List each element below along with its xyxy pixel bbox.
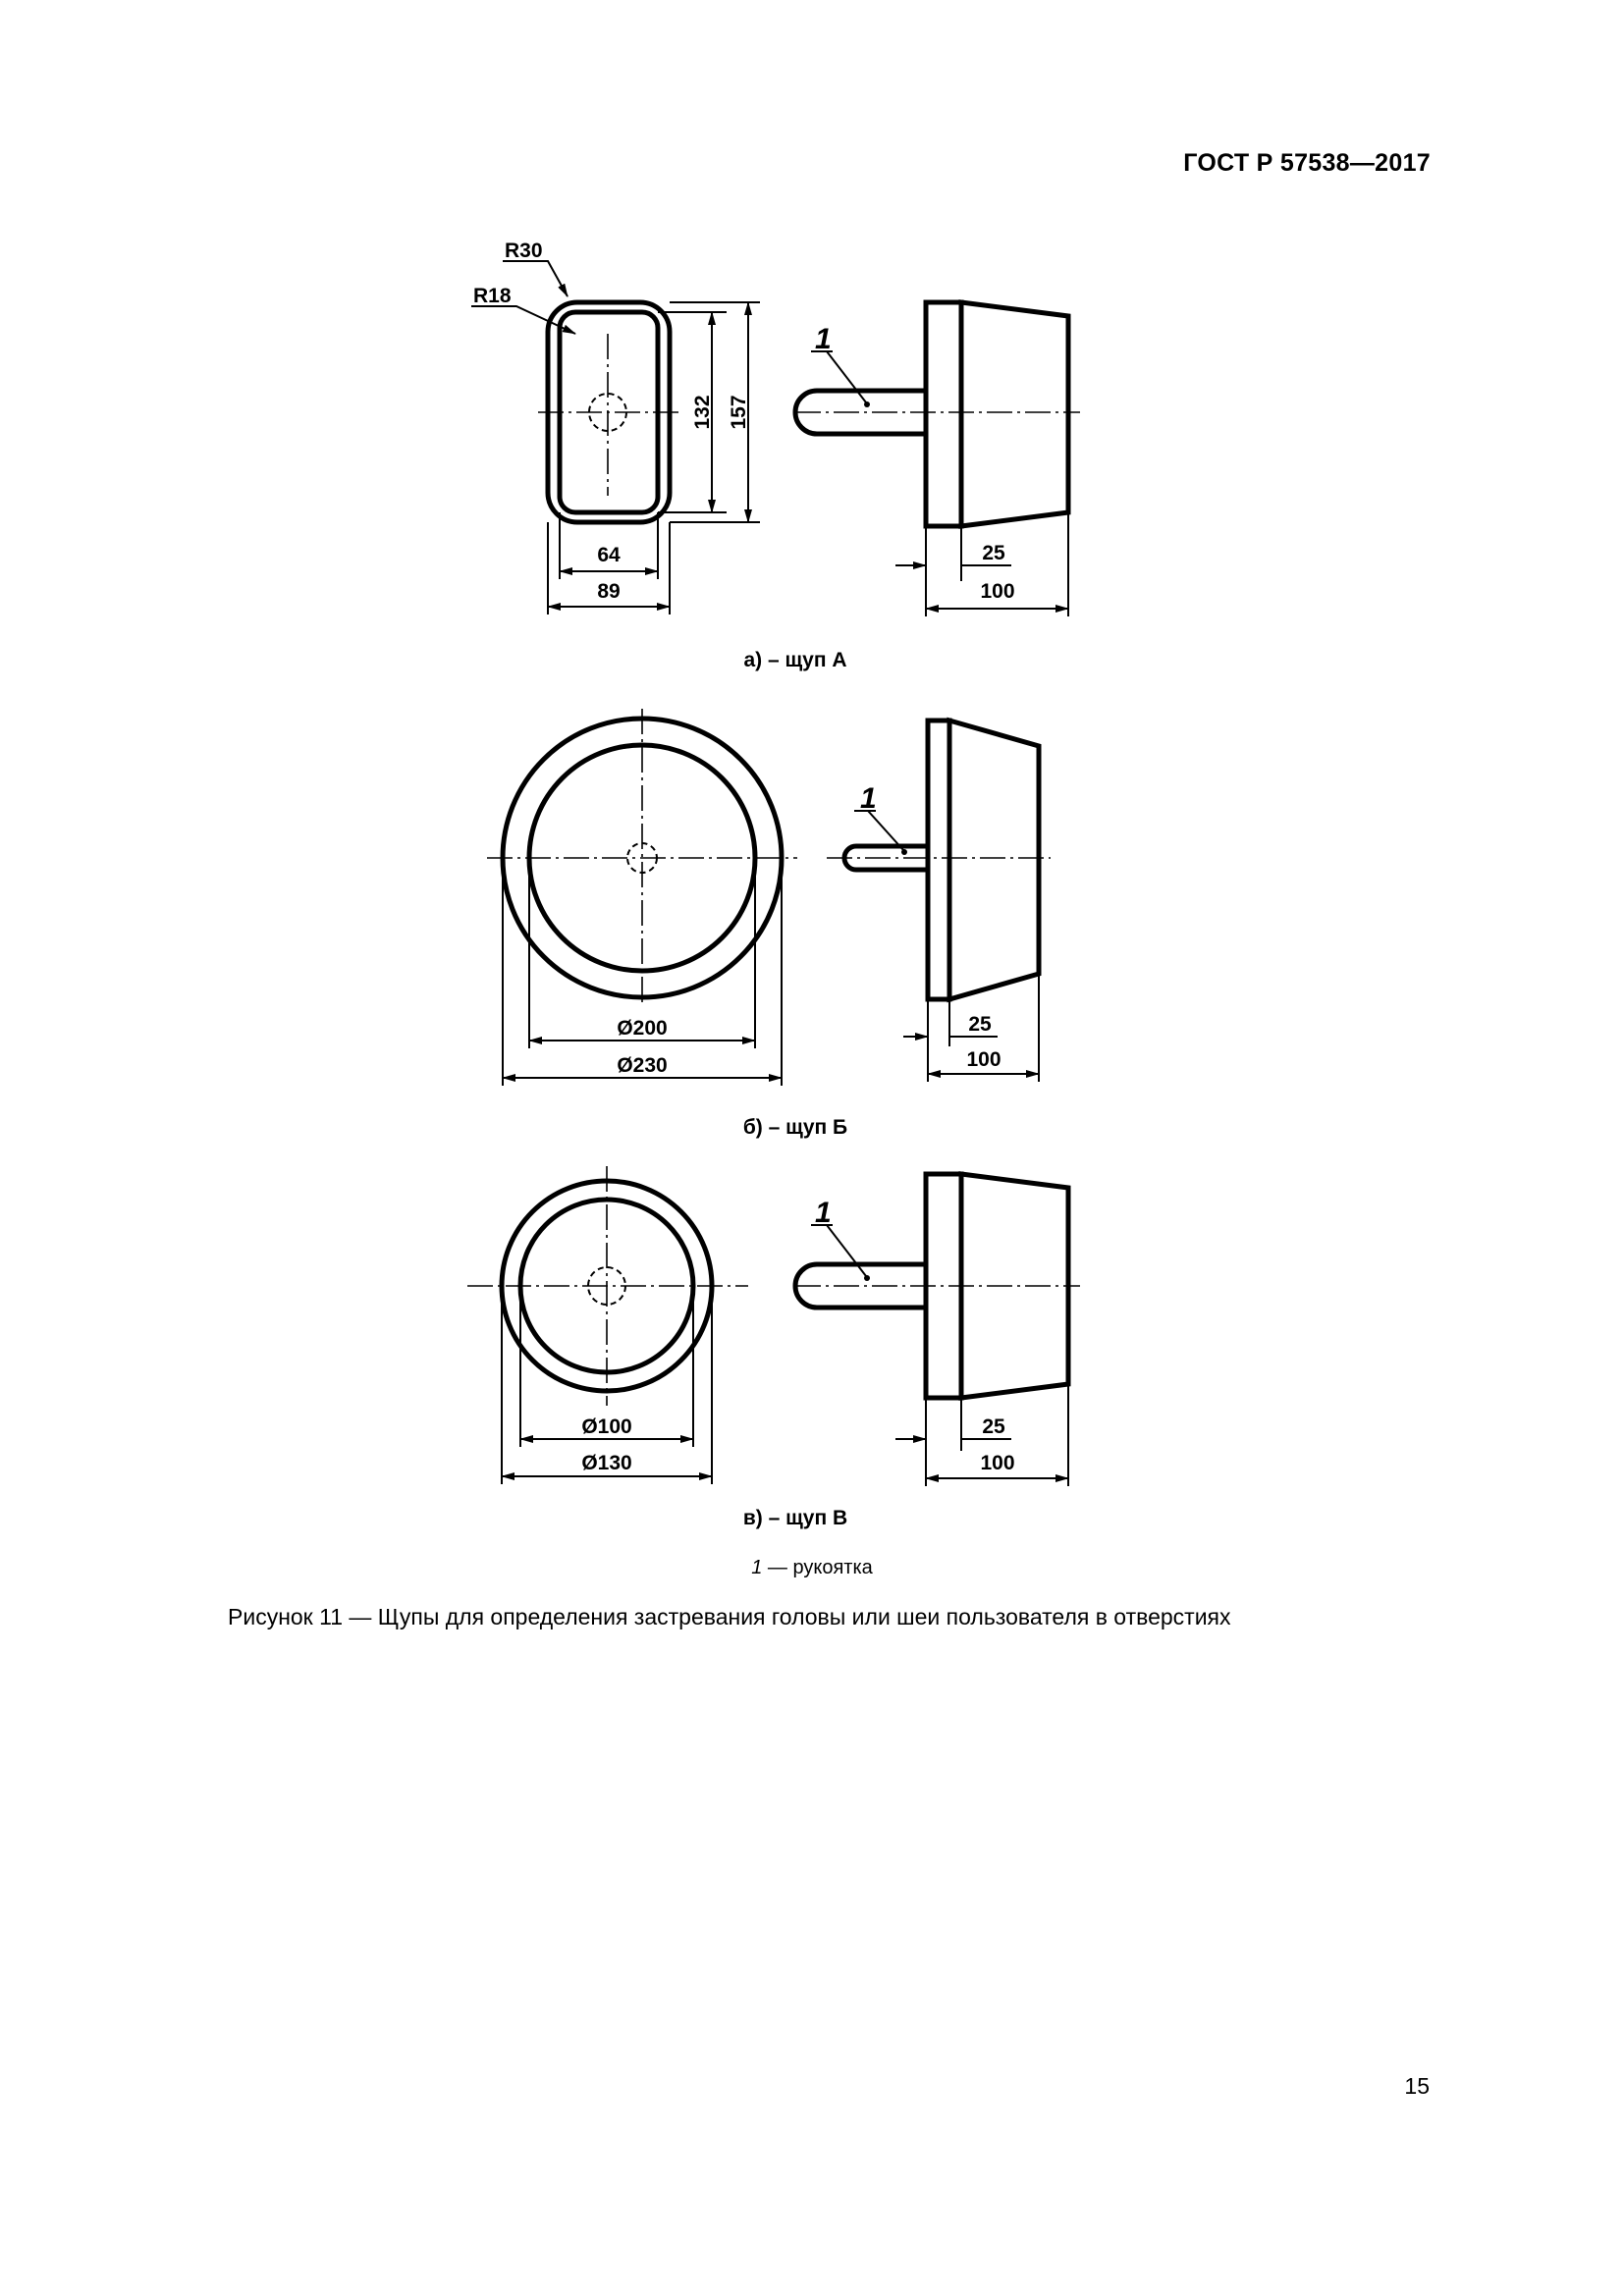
probe-b-front-view [487, 709, 797, 1086]
probe-a-caption: а) – щуп А [743, 649, 847, 671]
probe-a-height-outer: 157 [728, 395, 750, 430]
probe-c-head [961, 1174, 1068, 1398]
probe-b-head [949, 721, 1039, 999]
probe-c-diameter-inner: Ø100 [581, 1415, 632, 1438]
probe-a-head [961, 302, 1068, 526]
probe-c-step: 25 [982, 1415, 1005, 1438]
figure-legend [0, 1557, 1624, 1579]
probe-a-height-inner: 132 [691, 395, 714, 430]
probe-a-radius-outer: R30 [505, 240, 543, 262]
probe-b-step: 25 [968, 1013, 992, 1036]
probe-c-front-view [467, 1166, 748, 1484]
probe-a-width-outer: 89 [597, 580, 621, 603]
legend-number: 1 [751, 1557, 763, 1578]
probe-b-diameter-inner: Ø200 [617, 1017, 668, 1040]
probe-b-diameter-outer: Ø230 [617, 1054, 668, 1077]
probe-b-side-view [827, 721, 1051, 1082]
probe-a-side-view [795, 302, 1080, 616]
probe-a-handle-callout: 1 [815, 323, 832, 355]
probe-c-side-view [795, 1174, 1080, 1486]
standard-designation: ГОСТ Р 57538—2017 [1183, 149, 1431, 177]
legend-text: — рукоятка [762, 1557, 873, 1578]
figure-title: Рисунок 11 — Щупы для определения застревания головы или шеи пользователя в отверстиях [228, 1604, 1231, 1629]
probe-c-handle-callout: 1 [815, 1197, 832, 1229]
probe-b-caption: б) – щуп Б [742, 1116, 848, 1139]
probe-c-caption: в) – щуп В [742, 1507, 848, 1529]
probe-a-step: 25 [982, 542, 1005, 564]
probe-c-depth: 100 [980, 1452, 1015, 1474]
probe-a-base-plate [926, 302, 961, 526]
probe-b-base-plate [928, 721, 949, 999]
probe-c-diameter-outer: Ø130 [581, 1452, 632, 1474]
probe-a-radius-inner: R18 [473, 285, 512, 307]
probe-a-depth: 100 [980, 580, 1015, 603]
probe-a-width-inner: 64 [597, 544, 621, 566]
probe-a-front-view [471, 240, 760, 614]
probe-b-depth: 100 [966, 1048, 1001, 1071]
page-number: 15 [1404, 2073, 1430, 2099]
probe-b-handle-callout: 1 [860, 782, 877, 815]
